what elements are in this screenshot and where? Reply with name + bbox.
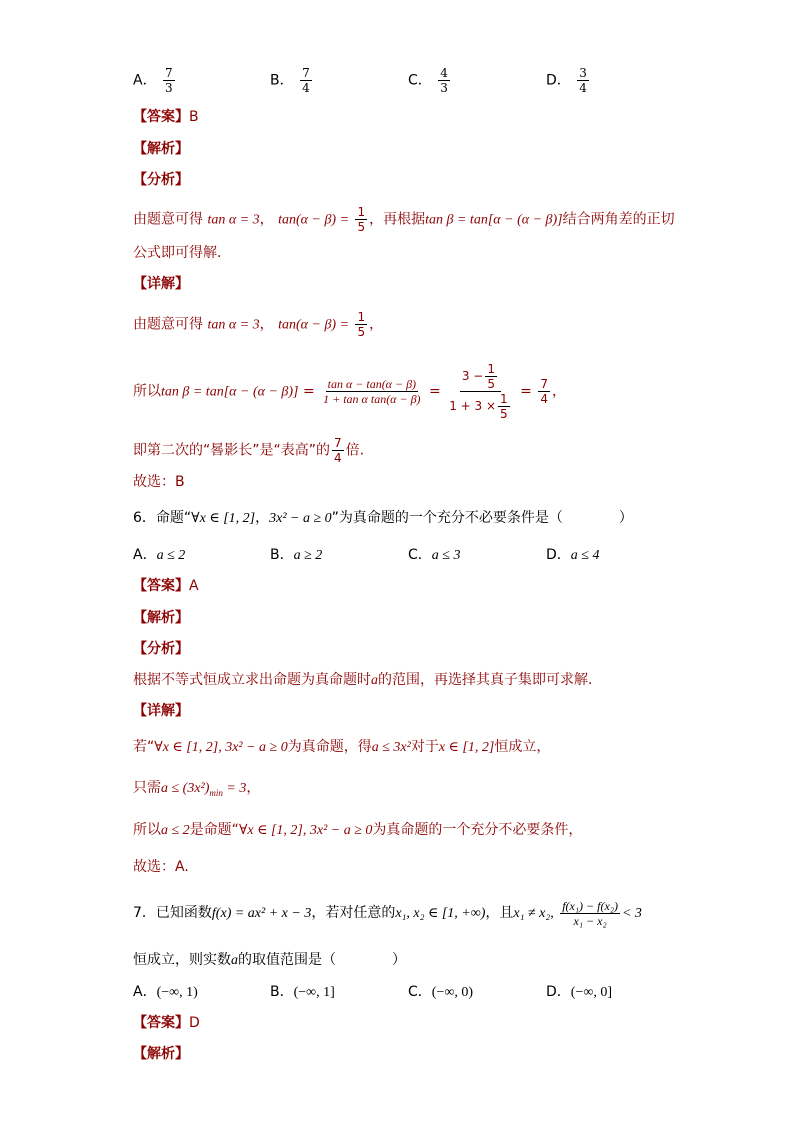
text: 所以 <box>133 383 161 400</box>
q6-choose: 故选：A. <box>133 859 189 875</box>
math: tan α = 3 <box>207 317 260 333</box>
answer-value: A <box>189 578 199 594</box>
math: tan(α − β) = <box>278 317 350 333</box>
numerator: f(x₁) − f(x₂) <box>562 898 618 913</box>
q6-option-c <box>408 545 460 566</box>
fraction <box>321 377 422 406</box>
denominator: 5 <box>357 220 366 234</box>
option-expr: (−∞, 1) <box>156 985 198 1000</box>
text: 1 + 3 × <box>449 399 497 413</box>
fraction <box>560 899 620 928</box>
denominator: 4 <box>579 81 587 95</box>
numerator: 4 <box>440 66 448 80</box>
denominator: 3 <box>440 81 448 95</box>
denominator: 5 <box>500 407 508 421</box>
nested-fraction <box>447 362 513 421</box>
numerator: 1 <box>357 205 366 219</box>
option-label: C． <box>408 547 432 563</box>
fraction <box>538 377 550 406</box>
q6-fenxi-heading: 【分析】 <box>133 641 189 657</box>
text: 是命题“ <box>189 822 239 838</box>
q6-detail-heading: 【详解】 <box>133 703 189 719</box>
numerator: 1 <box>487 362 496 376</box>
math: x₁, x₂ ∈ [1, +∞) <box>395 906 486 921</box>
text: 结合两角差的正切 <box>562 211 675 228</box>
q6-fenxi-text <box>133 670 734 691</box>
math: tan β = tan[α − (α − β)] <box>161 384 299 400</box>
fraction <box>332 436 344 465</box>
text: ，再根据 <box>369 211 426 228</box>
math: a <box>371 673 378 688</box>
fraction <box>577 66 589 95</box>
text: 恒成立，则实数 <box>133 952 231 968</box>
option-expr: (−∞, 0) <box>431 985 473 1000</box>
option-expr: (−∞, 0] <box>570 985 612 1000</box>
q5-option-c <box>408 66 452 95</box>
numerator: 7 <box>302 66 310 80</box>
fraction <box>163 66 175 95</box>
text: 6．命题“ <box>133 510 192 526</box>
equals: = <box>302 383 315 400</box>
math: tan β = tan[α − (α − β)] <box>425 212 563 228</box>
answer-label: 【答案】 <box>133 578 189 594</box>
q6-analysis-heading: 【解析】 <box>133 610 189 626</box>
q5-option-b <box>270 66 314 95</box>
math: tan(α − β) = <box>278 212 350 228</box>
text: 的取值范围是（ ） <box>238 952 406 968</box>
math: a ≤ (3x²) <box>161 781 210 796</box>
option-label: A． <box>133 984 157 1000</box>
numerator: 7 <box>540 377 548 391</box>
q5-fenxi-heading: 【分析】 <box>133 172 189 188</box>
math: f(x) = ax² + x − 3 <box>211 906 312 921</box>
denominator: 4 <box>540 392 548 406</box>
math: x₁ ≠ x₂, <box>513 906 554 921</box>
text: ，且 <box>485 905 514 921</box>
q5-detail-line-2: 所以tan β = tan[α − (α − β)] = $\frac{\text{tan α − tan(α − β)}}{\text{1 + tan α tan(α − β)}}$ = 3 − $\frac{1}{5}$ 1 + 3 × $\frac{1}{5}$ = $\frac{7}{4}$ ， <box>133 362 566 421</box>
text: 3 − <box>461 369 484 383</box>
q5-option-a <box>133 66 177 95</box>
numerator: tan α − tan(α − β) <box>327 377 417 391</box>
math: = 3 <box>222 781 247 796</box>
option-label: A． <box>133 72 157 89</box>
q6-option-d <box>546 545 599 566</box>
denominator: x₁ − x₂ <box>573 913 607 928</box>
option-label: D． <box>546 984 571 1000</box>
answer-label: 【答案】 <box>133 1015 189 1031</box>
q6-detail-line-2 <box>133 778 734 803</box>
math: a ≤ 2 <box>161 823 190 838</box>
text: 由题意可得 <box>133 211 203 228</box>
text: ， <box>246 780 261 796</box>
math: a <box>231 953 238 968</box>
option-label: D． <box>546 72 571 89</box>
fraction <box>355 310 367 339</box>
text: ”为真命题的一个充分不必要条件是（ ） <box>331 510 633 526</box>
numerator: 3 <box>579 66 587 80</box>
q7-analysis-heading: 【解析】 <box>133 1046 189 1062</box>
option-expr: (−∞, 1] <box>293 985 335 1000</box>
text: 为真命题的一个充分不必要条件， <box>372 822 583 838</box>
option-label: C． <box>408 72 432 89</box>
denominator <box>447 392 513 421</box>
option-expr: a ≤ 4 <box>570 548 600 563</box>
q6-question <box>133 508 734 529</box>
q5-detail-heading: 【详解】 <box>133 276 189 292</box>
q7-question-line-2 <box>133 950 734 971</box>
numerator <box>460 362 501 392</box>
equals: = <box>429 383 441 400</box>
q7-question-line-1 <box>133 898 734 929</box>
fraction <box>438 66 450 95</box>
option-expr: a ≤ 2 <box>156 548 186 563</box>
math: x ∈ [1, 2] <box>438 740 495 755</box>
math: ∀x ∈ [1, 2], 3x² − a ≥ 0 <box>154 740 288 755</box>
equals: = <box>520 383 532 400</box>
option-label: B． <box>270 72 294 89</box>
math: ∀x ∈ [1, 2] <box>191 511 256 526</box>
text: 只需 <box>133 780 161 796</box>
option-label: B． <box>270 984 294 1000</box>
text: 恒成立， <box>494 739 551 755</box>
text: 即第二次的“晷影长”是“表高”的 <box>133 442 331 459</box>
q6-answer <box>133 576 734 596</box>
text: 由题意可得 <box>133 316 203 333</box>
q5-answer <box>133 107 734 127</box>
text: 所以 <box>133 822 161 838</box>
option-label: C． <box>408 984 432 1000</box>
q5-fenxi-line-2: 公式即可得解. <box>133 245 222 261</box>
option-label: D． <box>546 547 571 563</box>
q6-option-b <box>270 545 322 566</box>
text: 倍. <box>345 442 365 459</box>
denominator: 5 <box>357 325 366 339</box>
numerator: 1 <box>357 310 366 324</box>
option-expr: a ≥ 2 <box>293 548 323 563</box>
option-label: A． <box>133 547 157 563</box>
q6-detail-line-1 <box>133 737 734 758</box>
q5-choose: 故选：B <box>133 474 185 490</box>
text: 对于 <box>410 739 439 755</box>
math: tan α = 3 <box>207 212 260 228</box>
option-expr: a ≤ 3 <box>431 548 461 563</box>
fraction <box>355 205 367 234</box>
answer-label: 【答案】 <box>133 109 189 125</box>
denominator: 3 <box>165 81 173 95</box>
denominator: 4 <box>302 81 310 95</box>
math: a ≤ 3x² <box>371 740 411 755</box>
numerator: 7 <box>165 66 173 80</box>
q6-detail-line-3 <box>133 820 734 841</box>
denominator: 4 <box>334 451 342 465</box>
math: ∀x ∈ [1, 2], 3x² − a ≥ 0 <box>238 823 373 838</box>
q6-option-a <box>133 545 185 566</box>
fraction <box>485 362 497 391</box>
denominator: 1 + tan α tan(α − β) <box>323 392 421 406</box>
text: ，若对任意的 <box>311 905 396 921</box>
numerator: 1 <box>500 392 508 406</box>
math: 3x² − a ≥ 0 <box>269 511 332 526</box>
q7-option-a <box>133 982 198 1003</box>
subscript: min <box>209 787 223 798</box>
answer-value: D <box>189 1015 200 1031</box>
q5-fenxi-line-1: 由题意可得 tan α = 3， tan(α − β) = $\frac{1}{5}$ ，再根据tan β = tan[α − (α − β)]结合两角差的正切 <box>133 205 675 234</box>
q5-detail-line-1: 由题意可得 tan α = 3， tan(α − β) = $\frac{1}{5}$ ， <box>133 310 384 339</box>
text: 若“ <box>133 739 155 755</box>
option-label: B． <box>270 547 294 563</box>
answer-value: B <box>189 109 199 125</box>
q7-option-c <box>408 982 473 1003</box>
text: 根据不等式恒成立求出命题为真命题时 <box>133 672 371 688</box>
q7-option-b <box>270 982 335 1003</box>
text: ， <box>255 510 270 526</box>
numerator: 7 <box>334 436 342 450</box>
q7-answer <box>133 1013 734 1033</box>
fraction <box>498 392 510 421</box>
text: 7．已知函数 <box>133 905 212 921</box>
q5-detail-line-3 <box>133 436 734 465</box>
fraction <box>300 66 312 95</box>
q5-option-d <box>546 66 591 95</box>
denominator: 5 <box>487 377 496 391</box>
q5-analysis-heading: 【解析】 <box>133 141 189 157</box>
text: 为真命题，得 <box>287 739 372 755</box>
math: < 3 <box>621 906 642 921</box>
q7-option-d <box>546 982 612 1003</box>
text: 的范围，再选择其真子集即可求解. <box>378 672 593 688</box>
